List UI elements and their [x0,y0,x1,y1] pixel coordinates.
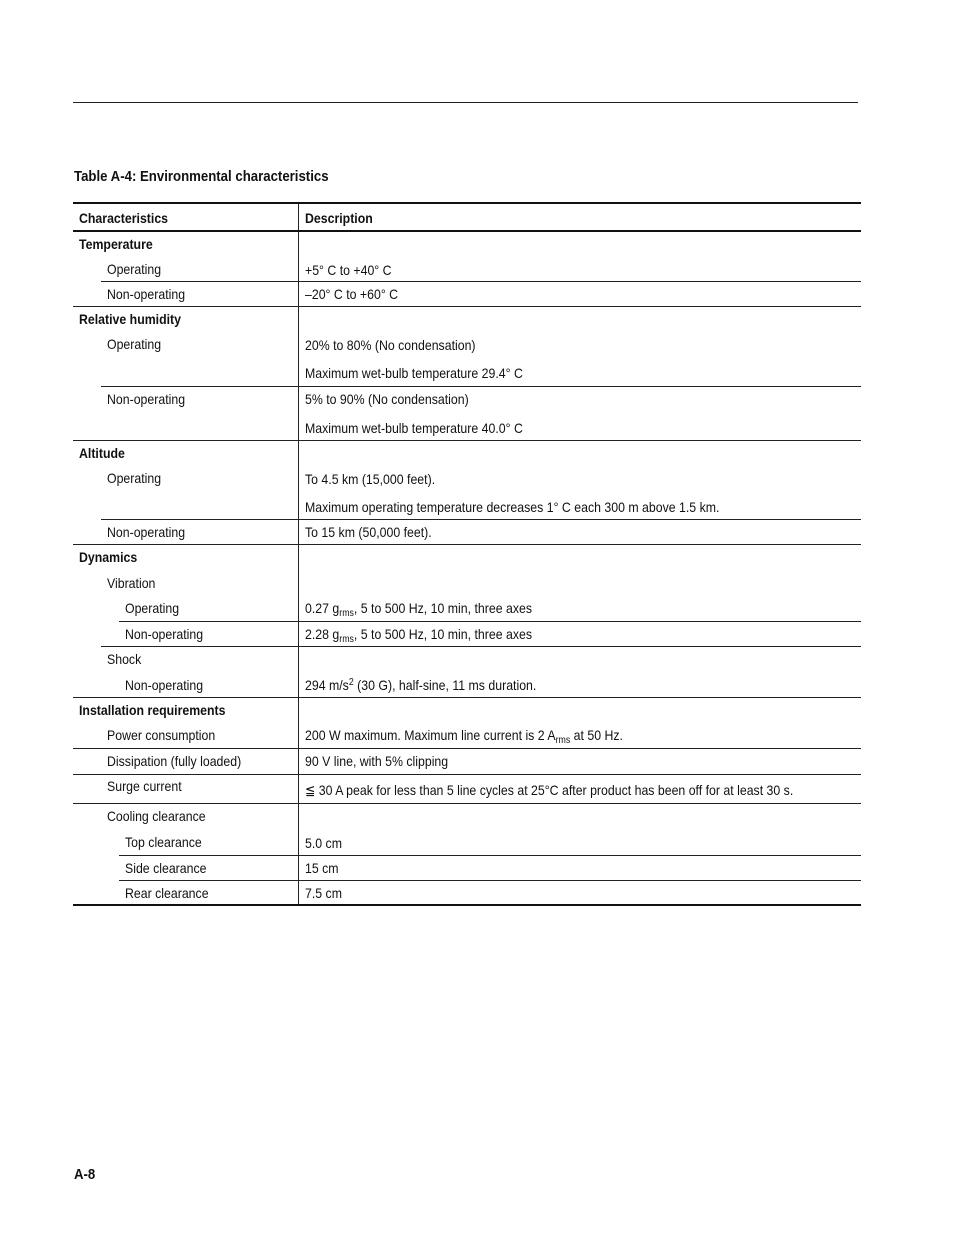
table-row [73,465,861,493]
table-row [73,830,861,855]
header-description: Description [305,210,373,226]
table-row [73,570,861,595]
row-label: Side clearance [125,860,207,876]
table-row [73,519,861,544]
page-number: A-8 [74,1166,96,1183]
table-row [73,545,861,570]
row-label: Non-operating [125,677,204,693]
row-desc: ≦ 30 A peak for less than 5 line cycles at 25°C after product has been off for at least 30 s. [305,782,794,798]
row-label: Relative humidity [79,311,182,327]
table-row [73,775,861,803]
table-caption: Table A-4: Environmental characteristics [74,168,329,185]
row-label: Rear clearance [125,885,209,901]
table-row [73,414,861,440]
table-row [73,307,861,331]
row-desc: 5.0 cm [305,835,342,851]
row-label: Vibration [107,575,156,591]
row-label: Temperature [79,236,153,252]
row-label: Surge current [107,778,182,794]
table-row [73,672,861,697]
table-row [73,621,861,646]
header-rule [73,102,858,103]
row-desc: 0.27 $g_{rms}$, 5 to 500 Hz, 10 min, three axes [305,600,532,619]
table-row [73,880,861,905]
row-desc: –20° C to +60° C [305,286,399,302]
row-desc: +5° C to +40° C [305,262,392,278]
row-label: Operating [125,600,180,616]
row-desc: To 4.5 km (15,000 feet). [305,471,436,487]
row-label: Non-operating [107,524,186,540]
table-row [73,804,861,830]
table-header-row [73,204,861,232]
row-label: Top clearance [125,834,202,850]
header-cell [73,204,298,232]
row-label: Altitude [79,445,125,461]
row-label: Operating [107,261,162,277]
table-bottom-rule [73,904,861,906]
table-row [73,647,861,672]
row-desc: 7.5 cm [305,885,342,901]
table-row [73,698,861,722]
row-desc: 5% to 90% (No condensation) [305,391,469,407]
row-label: Shock [107,651,142,667]
table-row [73,331,861,359]
row-label: Operating [107,336,162,352]
row-desc: Maximum wet-bulb temperature 29.4° C [305,365,523,381]
row-label: Power consumption [107,727,216,743]
table-row [73,722,861,748]
table-row [73,281,861,306]
row-desc: 15 cm [305,860,339,876]
table-row [73,232,861,257]
row-label: Non-operating [107,391,186,407]
row-label: Operating [107,470,162,486]
header-cell [298,204,861,232]
row-desc: Maximum wet-bulb temperature 40.0° C [305,420,523,436]
header-characteristics: Characteristics [79,210,169,226]
table-row [73,595,861,621]
row-desc: 294 $m/s^2$ (30 G), half-sine, 11 ms duration. [305,677,537,693]
table-row [73,749,861,774]
table-row [73,257,861,281]
row-desc: Maximum operating temperature decreases 1° C each 300 m above 1.5 km. [305,499,720,515]
table-row [73,441,861,465]
row-desc: 20% to 80% (No condensation) [305,337,476,353]
row-label: Cooling clearance [107,808,206,824]
table-row [73,386,861,414]
row-label: Non-operating [107,286,186,302]
row-desc: 2.28 $g_{rms}$, 5 to 500 Hz, 10 min, three axes [305,626,532,645]
row-desc: 90 V line, with 5% clipping [305,753,449,769]
row-label: Dynamics [79,549,138,565]
row-desc: 200 W maximum. Maximum line current is 2 $A_{rms}$ at 50 Hz. [305,727,623,746]
row-label: Installation requirements [79,702,226,718]
table-row [73,359,861,386]
row-desc: To 15 km (50,000 feet). [305,524,432,540]
row-label: Non-operating [125,626,204,642]
table-row [73,493,861,519]
table-row [73,855,861,880]
row-label: Dissipation (fully loaded) [107,753,242,769]
